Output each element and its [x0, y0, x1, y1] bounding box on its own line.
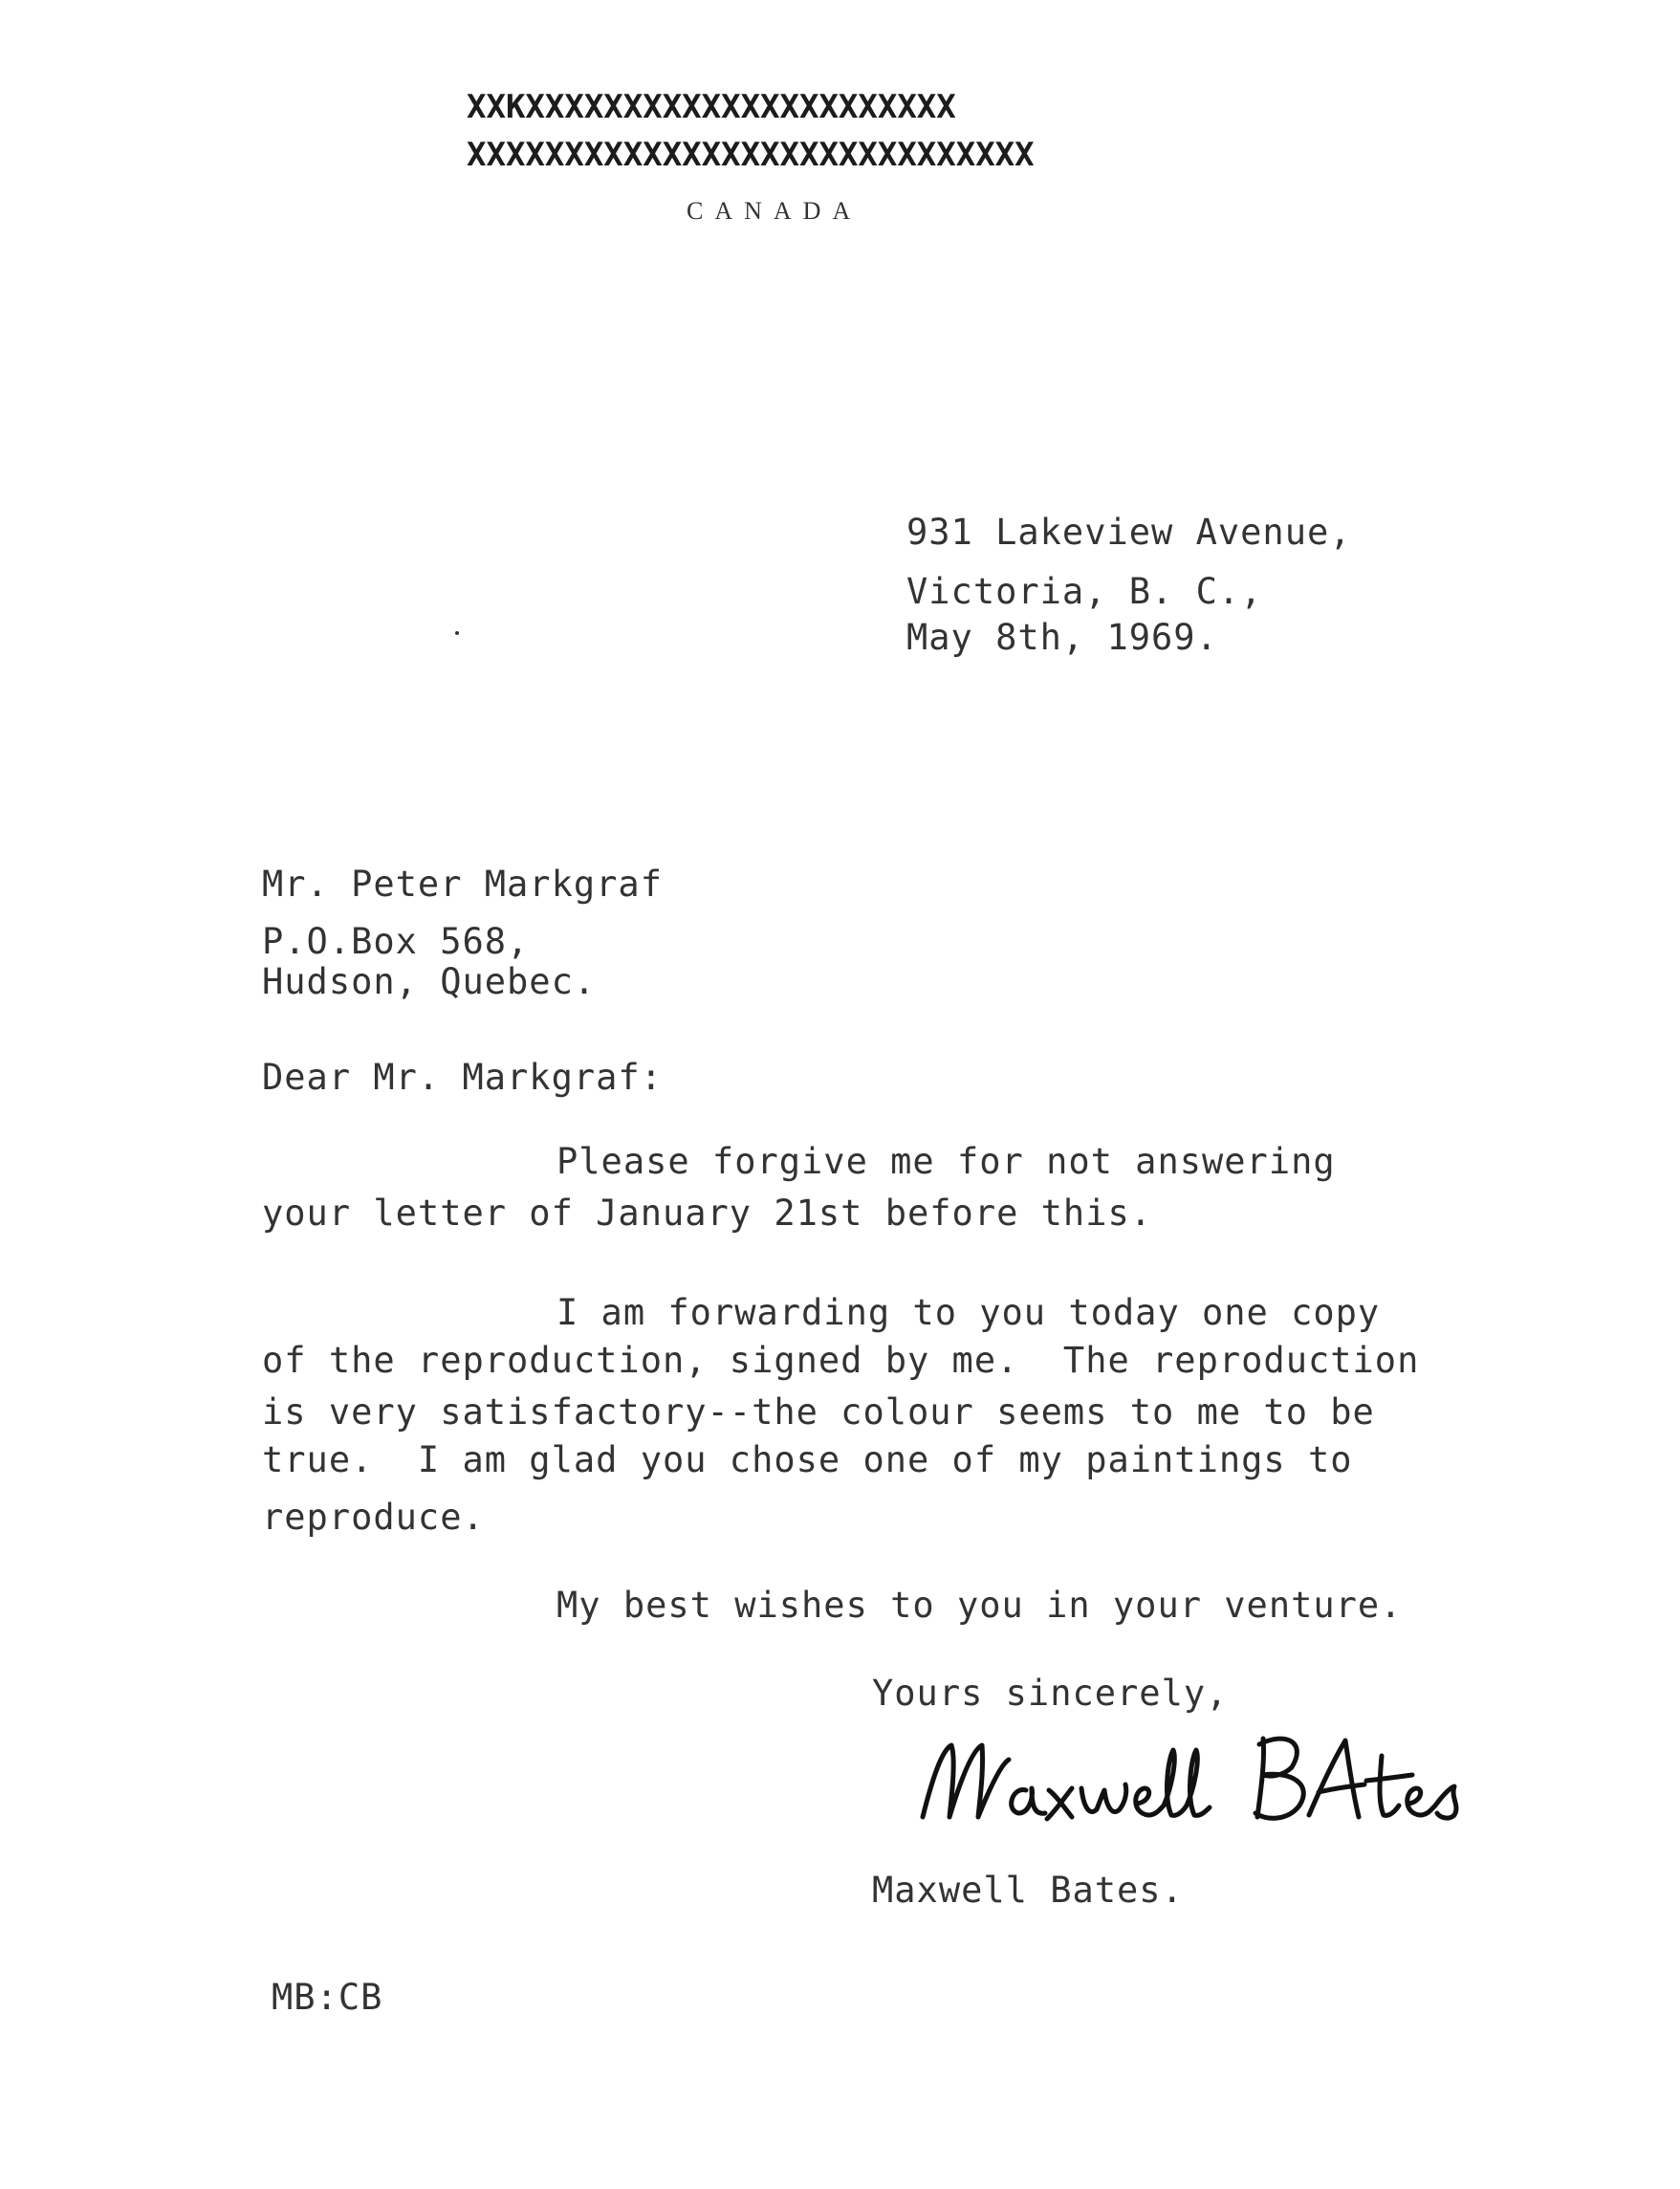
body-p2-line-2: of the reproduction, signed by me. The reproduction	[262, 1340, 1420, 1381]
salutation: Dear Mr. Markgraf:	[262, 1057, 663, 1098]
struck-letterhead-line-1: XXKXXXXXXXXXXXXXXXXXXXXXX	[467, 88, 956, 126]
reference-initials: MB:CB	[272, 1977, 383, 2018]
letterhead-country: CANADA	[687, 197, 862, 225]
sender-address-line-2: Victoria, B. C.,	[906, 571, 1263, 612]
body-p2-line-5: reproduce.	[262, 1497, 485, 1538]
typed-signatory-name: Maxwell Bates.	[872, 1870, 1184, 1911]
letter-date: May 8th, 1969.	[906, 617, 1218, 658]
recipient-name: Mr. Peter Markgraf	[262, 864, 663, 905]
recipient-box: P.O.Box 568,	[262, 921, 530, 962]
paper-speck	[455, 631, 459, 635]
recipient-city: Hudson, Quebec.	[262, 961, 597, 1002]
body-p1-line-1: Please forgive me for not answering	[556, 1141, 1336, 1182]
sender-address-line-1: 931 Lakeview Avenue,	[906, 512, 1352, 553]
closing: Yours sincerely,	[872, 1673, 1229, 1714]
handwritten-signature	[913, 1721, 1535, 1846]
body-p2-line-4: true. I am glad you chose one of my paintings to	[262, 1439, 1353, 1480]
body-p3-line-1: My best wishes to you in your venture.	[556, 1585, 1403, 1626]
body-p2-line-3: is very satisfactory--the colour seems to me to be	[262, 1391, 1375, 1433]
struck-letterhead-line-2: XXXXXXXXXXXXXXXXXXXXXXXXXXXXX	[467, 136, 1035, 174]
body-p2-line-1: I am forwarding to you today one copy	[556, 1292, 1381, 1333]
body-p1-line-2: your letter of January 21st before this.	[262, 1193, 1153, 1234]
